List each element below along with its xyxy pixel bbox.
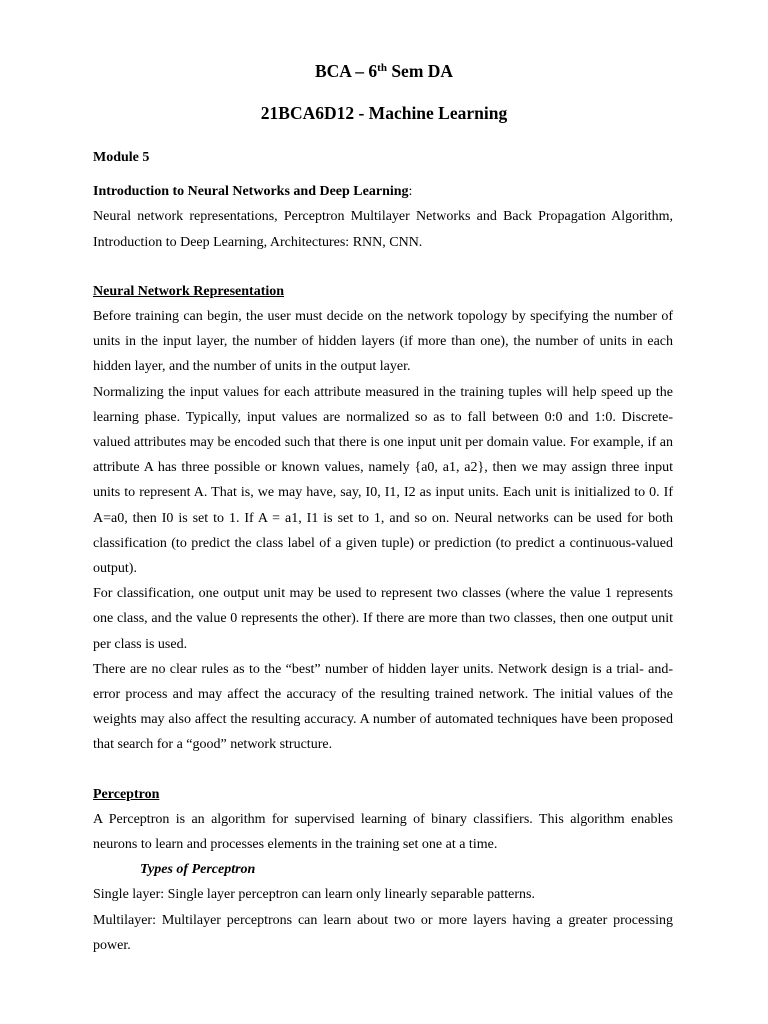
- course-title: 21BCA6D12 - Machine Learning: [260, 103, 508, 123]
- nnr-paragraph: Before training can begin, the user must decide on the network topology by specifying the number of units in the input layer, the number of hidden layers (if more than one), the number of units in each hidden layer, and the number of units in the output layer.: [93, 309, 673, 375]
- nnr-paragraph: There are no clear rules as to the “best” number of hidden layer units. Network design is a trial- and-error process and may affect the accuracy of the resulting trained network. The initial values of the weights may also affect the resulting accuracy. A number of automated techniques have been proposed that search for a “good” network structure.: [93, 661, 673, 753]
- intro-heading: Introduction to Neural Networks and Deep Learning: [93, 184, 409, 200]
- page-title: [0, 61, 768, 82]
- title-superscript: th: [377, 62, 387, 74]
- perceptron-text: A Perceptron is an algorithm for supervised learning of binary classifiers. This algorithm enables neurons to learn and processes elements in the training set one at a time.: [93, 811, 673, 853]
- title-text: BCA – 6: [314, 61, 378, 81]
- nnr-heading: Neural Network Representation: [93, 283, 285, 299]
- nnr-paragraph: For classification, one output unit may be used to represent two classes (where the value 1 represents one class, and the value 0 represents the other). If there are more than two classes, then one output unit per class is used.: [93, 586, 673, 652]
- title-suffix: Sem DA: [386, 61, 454, 81]
- intro-colon: :: [408, 184, 413, 200]
- intro-heading-line: [93, 179, 673, 204]
- multilayer-text: Multilayer: Multilayer perceptrons can learn about two or more layers having a greater processing power.: [93, 912, 673, 953]
- perceptron-heading: Perceptron: [93, 786, 160, 802]
- nnr-paragraph: Normalizing the input values for each attribute measured in the training tuples will help speed up the learning phase. Typically, input values are normalized so as to fall between 0:0 and 1:0. Discrete-valued attributes may be encoded such that there is one input unit per domain value. For example, if an attribute A has three possible or known values, namely {a0, a1, a2}, then we may assign three input units to represent A. That is, we may have, say, I0, I1, I2 as input units. Each unit is initialized to 0. If A=a0, then I0 is set to 1. If A = a1, I1 is set to 1, and so on. Neural networks can be used for both classification (to predict the class label of a given tuple) or prediction (to predict a continuous-valued output).: [93, 384, 673, 577]
- types-heading: Types of Perceptron: [140, 862, 256, 878]
- intro-text: Neural network representations, Perceptron Multilayer Networks and Back Propagation Algorithm, Introduction to Deep Learning, Architectures: RNN, CNN.: [93, 209, 673, 250]
- document-body: [93, 145, 673, 958]
- single-layer-text: Single layer: Single layer perceptron can learn only linearly separable patterns.: [93, 887, 535, 903]
- module-label: Module 5: [93, 150, 150, 165]
